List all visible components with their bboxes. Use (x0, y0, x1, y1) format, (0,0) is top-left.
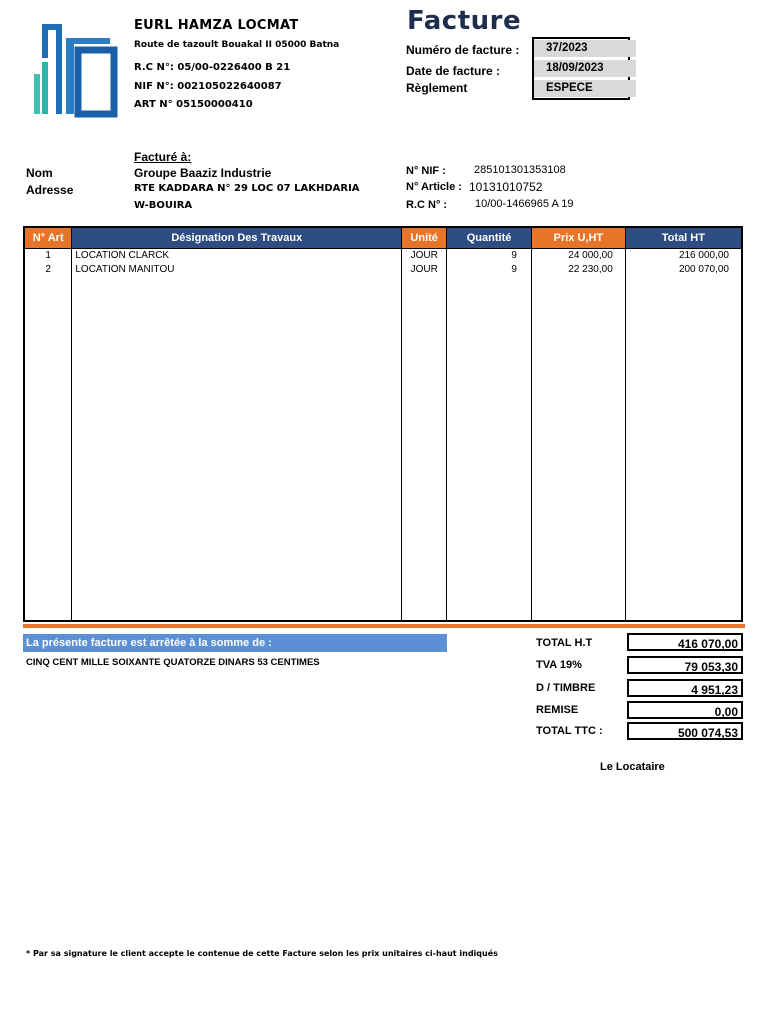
row-unit-price: 22 230,00 (531, 263, 625, 277)
remise-label: REMISE (536, 704, 579, 716)
tva-label: TVA 19% (536, 659, 582, 671)
row-unit: JOUR (402, 249, 447, 264)
row-total: 200 070,00 (625, 263, 742, 277)
payment-method: ESPECE (534, 80, 636, 97)
row-num: 2 (45, 264, 51, 275)
timbre-label: D / TIMBRE (536, 682, 596, 694)
company-address: Route de tazoult Bouakal II 05000 Batna (134, 40, 340, 50)
total-ht-value: 416 070,00 (627, 633, 743, 651)
invoice-date: 18/09/2023 (534, 60, 636, 77)
footnote: * Par sa signature le client accepte le contenue de cette Facture selon les prix unitaires ci-haut indiqués (26, 949, 498, 958)
invoice-title: Facture (407, 6, 522, 36)
client-address-line2: W-BOUIRA (134, 200, 193, 211)
row-unit: JOUR (402, 263, 447, 277)
timbre-value: 4 951,23 (627, 679, 743, 697)
company-logo-icon (28, 14, 120, 118)
amount-banner: La présente facture est arrêtée à la somme de : (23, 634, 447, 652)
row-designation: LOCATION CLARCK (72, 249, 402, 264)
amount-in-words: CINQ CENT MILLE SOIXANTE QUATORZE DINARS 53 CENTIMES (26, 657, 320, 668)
company-rc: R.C N°: 05/00-0226400 B 21 (134, 62, 291, 73)
row-unit-price: 24 000,00 (531, 249, 625, 264)
total-ht-label: TOTAL H.T (536, 637, 593, 649)
col-header-num: N° Art (24, 227, 72, 249)
row-designation: LOCATION MANITOU (72, 263, 402, 277)
client-name-label: Nom (26, 166, 53, 180)
table-row (24, 263, 742, 277)
invoice-number-label: Numéro de facture : (406, 43, 520, 57)
col-header-unit: Unité (402, 227, 447, 249)
client-article-label: N° Article : (406, 181, 462, 193)
client-name: Groupe Baaziz Industrie (134, 166, 272, 180)
client-nif: 285101301353108 (474, 164, 566, 176)
invoice-number: 37/2023 (534, 40, 636, 57)
client-address-label: Adresse (26, 183, 74, 197)
total-ttc-label: TOTAL TTC : (536, 725, 603, 737)
total-ttc-value: 500 074,53 (627, 722, 743, 740)
row-qty: 9 (447, 263, 532, 277)
company-art: ART N° 05150000410 (134, 99, 253, 110)
items-table (23, 226, 743, 622)
billed-to-label: Facturé à: (134, 150, 192, 164)
client-nif-label: N° NIF : (406, 165, 446, 177)
table-header-row (24, 227, 742, 249)
company-name: EURL HAMZA LOCMAT (134, 18, 299, 33)
invoice-date-label: Date de facture : (406, 64, 501, 78)
row-qty: 9 (447, 249, 532, 264)
company-nif: NIF N°: 002105022640087 (134, 81, 282, 92)
col-header-designation: Désignation Des Travaux (72, 227, 402, 249)
client-address-line1: RTE KADDARA N° 29 LOC 07 LAKHDARIA (134, 183, 360, 194)
client-article: 10131010752 (469, 180, 543, 194)
tva-value: 79 053,30 (627, 656, 743, 674)
client-rc-label: R.C N° : (406, 199, 448, 211)
payment-label: Règlement (406, 81, 468, 95)
remise-value: 0,00 (627, 701, 743, 719)
invoice-meta-box (532, 37, 630, 100)
signature-label: Le Locataire (600, 761, 665, 773)
table-filler-row (24, 277, 742, 621)
table-row (24, 249, 742, 264)
client-rc: 10/00-1466965 A 19 (475, 198, 574, 210)
table-underline (23, 624, 745, 628)
col-header-total: Total HT (625, 227, 742, 249)
row-total: 216 000,00 (625, 249, 742, 264)
col-header-qty: Quantité (447, 227, 532, 249)
col-header-unit-price: Prix U,HT (531, 227, 625, 249)
row-num: 1 (45, 250, 51, 261)
